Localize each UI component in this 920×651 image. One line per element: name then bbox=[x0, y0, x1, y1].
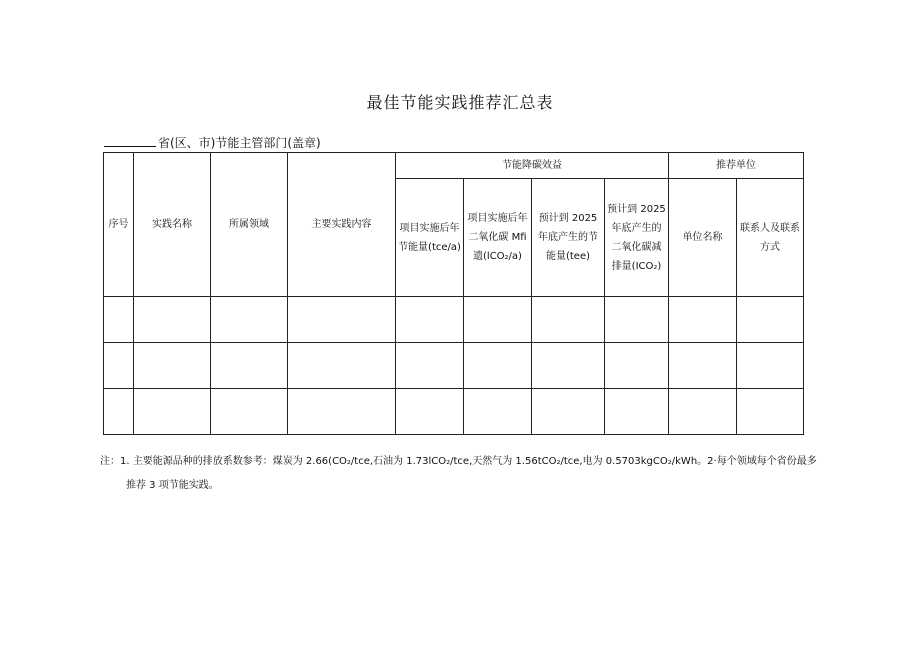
table-cell[interactable] bbox=[605, 343, 669, 389]
table-cell[interactable] bbox=[211, 297, 288, 343]
header-unit-name: 单位名称 bbox=[669, 179, 737, 297]
header-main-content: 主要实践内容 bbox=[288, 153, 396, 297]
table-cell[interactable] bbox=[396, 297, 464, 343]
header-contact: 联系人及联系方式 bbox=[737, 179, 804, 297]
table-cell[interactable] bbox=[532, 297, 605, 343]
table-cell[interactable] bbox=[396, 389, 464, 435]
table-cell[interactable] bbox=[104, 297, 134, 343]
table-cell[interactable] bbox=[211, 389, 288, 435]
table-row bbox=[104, 343, 804, 389]
table-cell[interactable] bbox=[532, 389, 605, 435]
table-cell[interactable] bbox=[737, 343, 804, 389]
footnote bbox=[100, 450, 830, 498]
summary-table bbox=[103, 152, 804, 435]
table-cell[interactable] bbox=[464, 297, 532, 343]
table-cell[interactable] bbox=[605, 389, 669, 435]
table-cell[interactable] bbox=[104, 389, 134, 435]
table-cell[interactable] bbox=[134, 343, 211, 389]
table-row bbox=[104, 297, 804, 343]
table-cell[interactable] bbox=[134, 389, 211, 435]
table-cell[interactable] bbox=[669, 343, 737, 389]
header-group-recommending-unit: 推荐单位 bbox=[669, 153, 804, 179]
table-cell[interactable] bbox=[669, 297, 737, 343]
department-line bbox=[104, 134, 321, 151]
table-cell[interactable] bbox=[288, 389, 396, 435]
header-energy-saving-after: 项目实施后年节能量(tce/a) bbox=[396, 179, 464, 297]
footnote-line-1: 注：1. 主要能源品种的排放系数参考：煤炭为 2.66(CO₂/tce,石油为 1.73lCO₂/tce,天然气为 1.56tCO₂/tce,电为 0.5703kgCO₂/kWh。2·每个领域每个省份最多 bbox=[100, 456, 817, 467]
header-group-energy-benefit: 节能降碳效益 bbox=[396, 153, 669, 179]
table-cell[interactable] bbox=[288, 297, 396, 343]
page-title: 最佳节能实践推荐汇总表 bbox=[366, 93, 554, 112]
table-cell[interactable] bbox=[134, 297, 211, 343]
header-co2-reduction-after: 项目实施后年二氧化碳 Mfi 遗(lCO₂/a) bbox=[464, 179, 532, 297]
table-cell[interactable] bbox=[288, 343, 396, 389]
table-cell[interactable] bbox=[464, 389, 532, 435]
table-cell[interactable] bbox=[669, 389, 737, 435]
department-blank[interactable] bbox=[104, 135, 156, 147]
table-cell[interactable] bbox=[104, 343, 134, 389]
table-row bbox=[104, 389, 804, 435]
header-field: 所属领域 bbox=[211, 153, 288, 297]
table-cell[interactable] bbox=[605, 297, 669, 343]
table-cell[interactable] bbox=[737, 389, 804, 435]
table-cell[interactable] bbox=[532, 343, 605, 389]
department-label: 省(区、市)节能主管部门(盖章) bbox=[158, 136, 321, 150]
table-cell[interactable] bbox=[464, 343, 532, 389]
footnote-line-2: 推荐 3 项节能实践。 bbox=[126, 480, 219, 491]
table-cell[interactable] bbox=[737, 297, 804, 343]
header-energy-saving-2025: 预计到 2025 年底产生的节能量(tee) bbox=[532, 179, 605, 297]
header-seq: 序号 bbox=[104, 153, 134, 297]
header-co2-reduction-2025: 预计到 2025 年底产生的二氧化碳减排量(ICO₂) bbox=[605, 179, 669, 297]
table-cell[interactable] bbox=[396, 343, 464, 389]
header-row-groups bbox=[104, 153, 804, 179]
header-practice-name: 实践名称 bbox=[134, 153, 211, 297]
table-cell[interactable] bbox=[211, 343, 288, 389]
